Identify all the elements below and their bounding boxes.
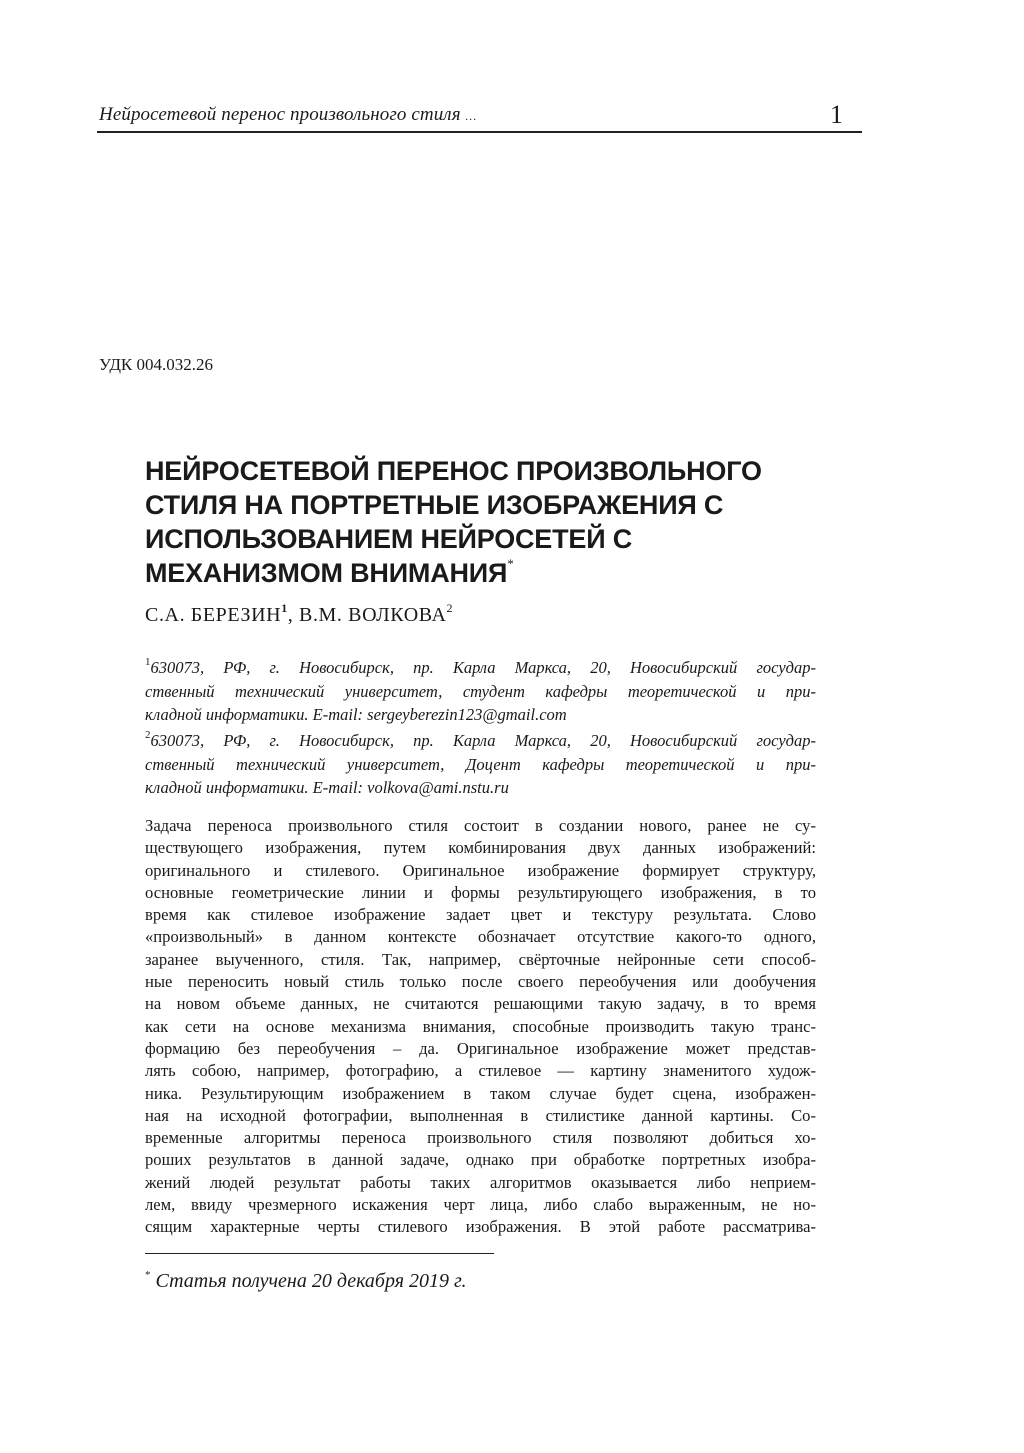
- abstract-line: время как стилевое изображение задает цвет и текстуру результата. Слово: [145, 905, 816, 925]
- page-number: 1: [830, 100, 843, 129]
- header-rule: [97, 131, 862, 133]
- author-name: С.А. БЕРЕЗИН: [145, 604, 282, 626]
- affiliation-mark: 2: [145, 729, 151, 741]
- authors: С.А. БЕРЕЗИН$^1$, В.М. ВОЛКОВА$^2$: [145, 601, 454, 626]
- running-header-title: Нейросетевой перенос произвольного стиля …: [99, 104, 477, 125]
- affiliation-line: $^1$630073, РФ, г. Новосибирск, пр. Карла Маркса, 20, Новосибирский государ-: [145, 656, 816, 677]
- abstract-line: оригинального и стилевого. Оригинальное изображение формирует структуру,: [145, 860, 816, 880]
- abstract-line: жений людей результат работы таких алгоритмов оказывается либо неприем-: [145, 1172, 816, 1192]
- article-title: [145, 454, 825, 590]
- author-name: В.М. ВОЛКОВА: [299, 604, 447, 626]
- affiliation-line: ственный технический университет, Доцент кафедры теоретической и при-: [145, 754, 816, 774]
- affiliation-line: ственный технический университет, студент кафедры теоретической и при-: [145, 681, 816, 701]
- abstract-line: ника. Результирующим изображением в таком случае будет сцена, изображен-: [145, 1083, 816, 1103]
- abstract-line: Задача переноса произвольного стиля состоит в создании нового, ранее не су-: [145, 816, 816, 835]
- abstract-line: временные алгоритмы переноса произвольного стиля позволяют добиться хо-: [145, 1128, 816, 1148]
- abstract-line: лем, ввиду чрезмерного искажения черт лица, либо слабо выраженным, не но-: [145, 1195, 816, 1215]
- abstract-line: лять собою, например, фотографию, а стилевое — картину знаменитого худож-: [145, 1061, 816, 1081]
- abstract-line: на новом объеме данных, не считаются решающими такую задачу, в то время: [145, 994, 816, 1014]
- abstract-line: сящим характерные черты стилевого изображения. В этой работе рассматрива-: [145, 1217, 816, 1237]
- footnote: [145, 1270, 467, 1293]
- affiliation-line: кладной информатики. E-mail: sergeyberezin123@gmail.com: [145, 705, 567, 724]
- affiliation-1: [145, 656, 816, 727]
- affiliation-line: $^2$630073, РФ, г. Новосибирск, пр. Карла Маркса, 20, Новосибирский государ-: [145, 729, 816, 750]
- affiliation-line: кладной информатики. E-mail: volkova@ami.nstu.ru: [145, 778, 509, 797]
- abstract-line: «произвольный» в данном контексте обозначает отсутствие какого-то одного,: [145, 927, 816, 947]
- footnote-rule: [145, 1253, 494, 1254]
- affiliation-mark: 1: [145, 656, 151, 668]
- author-affiliation-mark: 1: [281, 601, 288, 615]
- footnote-mark: *: [145, 1269, 151, 1281]
- title-line: СТИЛЯ НА ПОРТРЕТНЫЕ ИЗОБРАЖЕНИЯ С: [145, 490, 724, 520]
- abstract-line: формацию без переобучения – да. Оригинальное изображение может представ-: [145, 1038, 816, 1058]
- abstract: [145, 815, 816, 1239]
- abstract-line: основные геометрические линии и формы результирующего изображения, в то: [145, 882, 816, 902]
- author-affiliation-mark: 2: [446, 601, 454, 615]
- footnote-text: Статья получена 20 декабря 2019 г.: [155, 1270, 467, 1292]
- abstract-line: ществующего изображения, путем комбинирования двух данных изображений:: [145, 838, 816, 858]
- abstract-line: как сети на основе механизма внимания, способные производить такую транс-: [145, 1016, 816, 1036]
- abstract-line: ные переносить новый стиль только после своего переобучения или дообучения: [145, 972, 816, 992]
- title-line: МЕХАНИЗМОМ ВНИМАНИЯ*: [145, 556, 514, 588]
- udk-code: УДК 004.032.26: [99, 355, 214, 374]
- title-line: НЕЙРОСЕТЕВОЙ ПЕРЕНОС ПРОИЗВОЛЬНОГО: [145, 456, 762, 486]
- affiliation-2: [145, 729, 816, 800]
- abstract-line: заранее выученного, стиля. Так, например, свёрточные нейронные сети способ-: [145, 949, 816, 969]
- title-footnote-mark: *: [507, 556, 514, 571]
- title-line: ИСПОЛЬЗОВАНИЕМ НЕЙРОСЕТЕЙ С: [145, 524, 633, 554]
- running-header-ellipsis: …: [465, 109, 477, 123]
- abstract-line: роших результатов в данной задаче, однако при обработке портретных изобра-: [145, 1150, 816, 1170]
- abstract-line: ная на исходной фотографии, выполненная в стилистике данной картины. Со-: [145, 1105, 816, 1125]
